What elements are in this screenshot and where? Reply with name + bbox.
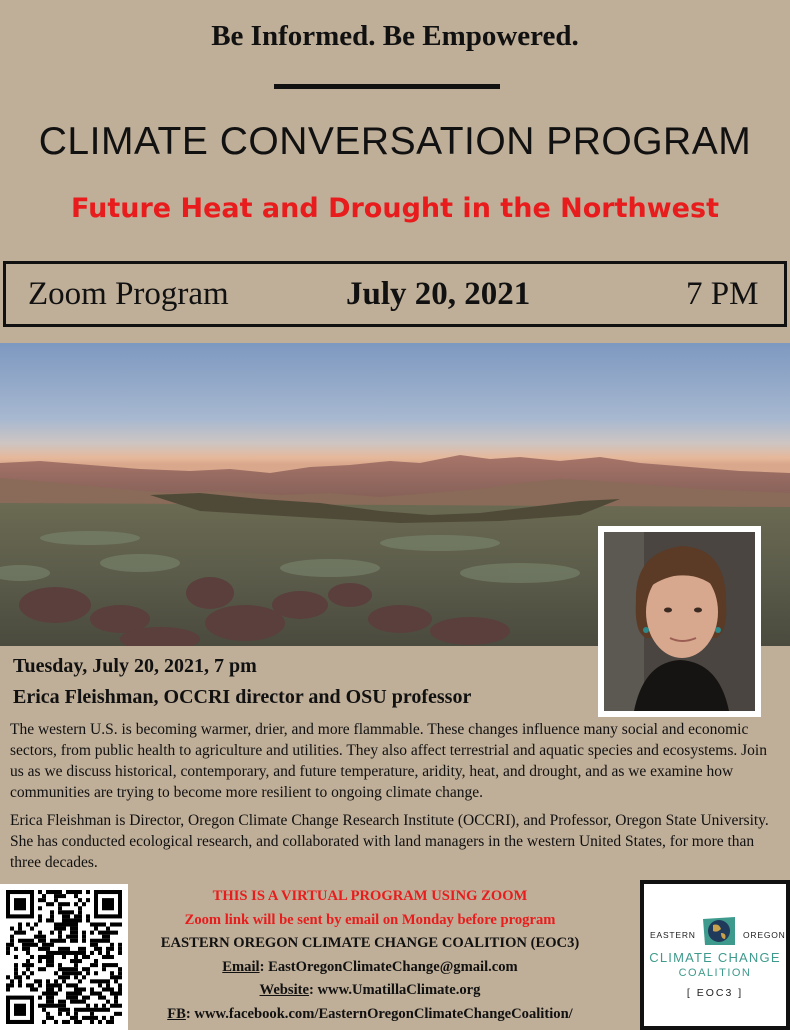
info-bar — [3, 261, 787, 327]
program-subtitle: Future Heat and Drought in the Northwest — [71, 193, 719, 224]
facebook-link[interactable]: www.facebook.com/EasternOregonClimateChangeCoalition/ — [194, 1005, 573, 1022]
website-label: Website — [259, 982, 309, 999]
facebook-line: FB: www.facebook.com/EasternOregonClimateChangeCoalition/ — [167, 1005, 573, 1022]
info-date: July 20, 2021 — [346, 276, 531, 312]
website-line: Website: www.UmatillaClimate.org — [259, 982, 481, 999]
eoc3-logo — [640, 880, 790, 1030]
globe-icon — [701, 915, 737, 947]
event-datetime: Tuesday, July 20, 2021, 7 pm — [13, 655, 257, 677]
email-line: Email: EastOregonClimateChange@gmail.com — [222, 958, 518, 975]
tagline: Be Informed. Be Empowered. — [211, 20, 579, 52]
email-link[interactable]: EastOregonClimateChange@gmail.com — [268, 958, 518, 975]
description-paragraph: The western U.S. is becoming warmer, drier, and more flammable. These changes influence many social and economic sectors, from public health to agriculture and utilities. They also affect terrestrial and aquatic species and ecosystems. Join us as we discuss historical, contemporary, and future temperature, aridity, heat, and drought, and as we examine how communities are trying to become more resilient to ongoing climate change. — [10, 721, 767, 801]
logo-eoc3: [ EOC3 ] — [686, 987, 744, 999]
program-title: CLIMATE CONVERSATION PROGRAM — [38, 120, 752, 163]
info-time: 7 PM — [686, 276, 759, 312]
bio-paragraph: Erica Fleishman is Director, Oregon Climate Change Research Institute (OCCRI), and Professor, Oregon State University. She has conducted ecological research, and collaborated with land managers in the western United States, for more than three decades. — [10, 812, 769, 871]
logo-coalition: COALITION — [678, 967, 752, 979]
link-notice: Zoom link will be sent by email on Monday before program — [184, 911, 556, 928]
facebook-label: FB — [167, 1005, 186, 1022]
speaker-photo — [598, 526, 761, 717]
divider-rule — [274, 84, 500, 89]
logo-eastern-text: EASTERN — [650, 930, 696, 940]
logo-climate-change: CLIMATE CHANGE — [649, 950, 781, 965]
qr-code[interactable] — [0, 884, 128, 1030]
logo-oregon-text: OREGON — [743, 930, 786, 940]
org-name: EASTERN OREGON CLIMATE CHANGE COALITION (EOC3) — [160, 935, 580, 952]
website-link[interactable]: www.UmatillaClimate.org — [317, 982, 481, 999]
footer-info — [140, 885, 600, 1027]
info-format: Zoom Program — [28, 276, 229, 312]
email-label: Email — [222, 958, 260, 975]
speaker-name: Erica Fleishman, OCCRI director and OSU professor — [13, 686, 472, 708]
virtual-notice: THIS IS A VIRTUAL PROGRAM USING ZOOM — [212, 888, 528, 904]
